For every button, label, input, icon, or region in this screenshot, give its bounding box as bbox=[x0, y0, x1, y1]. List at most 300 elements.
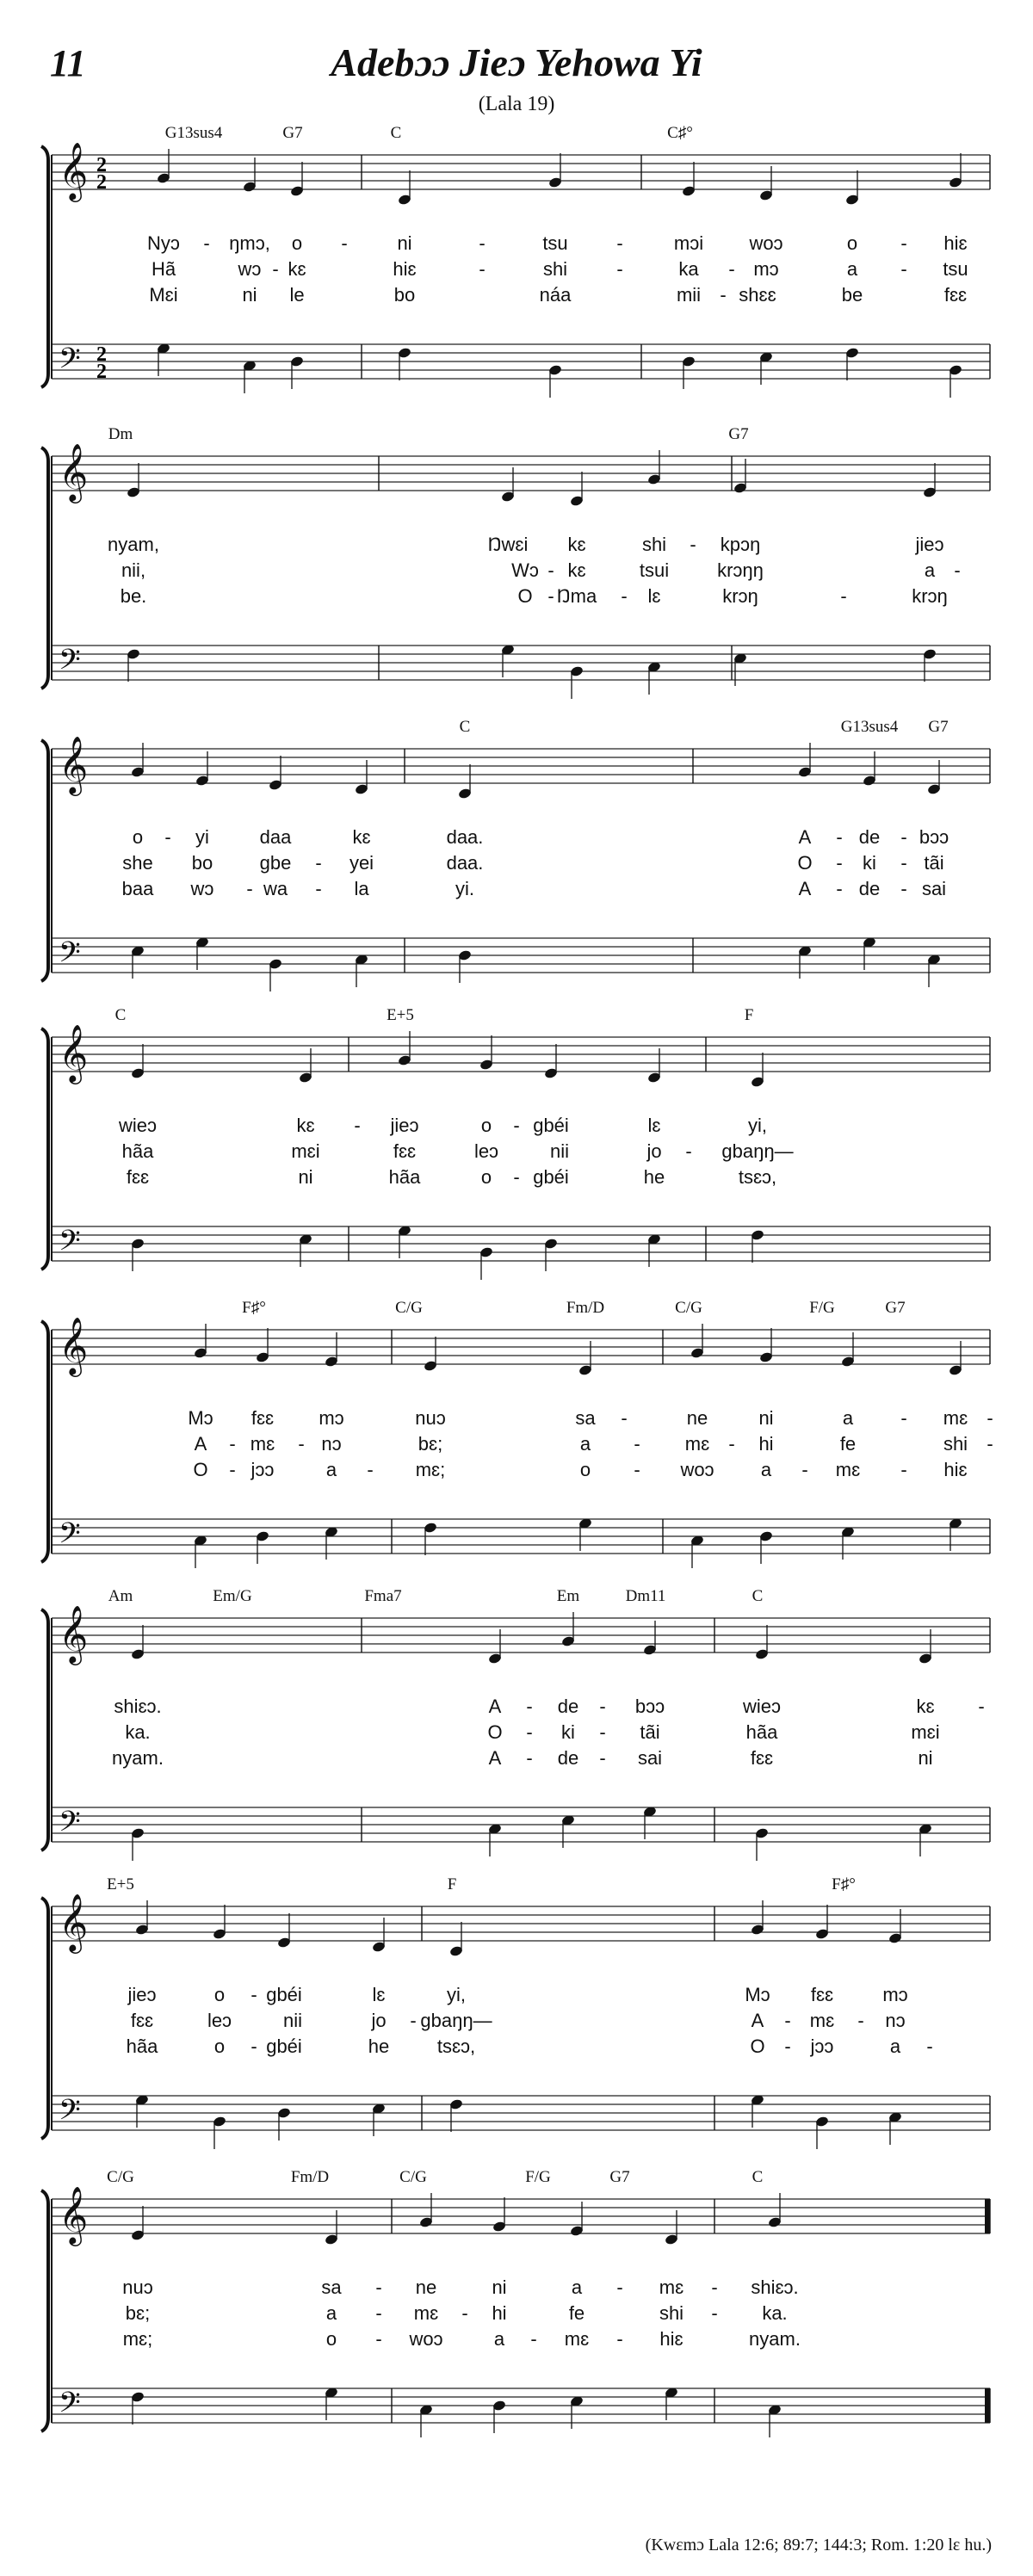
lyric-syllable: - bbox=[711, 2302, 718, 2324]
lyric-syllable: ni bbox=[492, 2276, 507, 2298]
lyric-syllable: hiɛ bbox=[943, 1459, 968, 1480]
lyric-syllable: nɔ bbox=[885, 2010, 906, 2031]
lyric-syllable: - bbox=[801, 1459, 808, 1480]
lyric-syllable: - bbox=[987, 1433, 993, 1455]
lyric-syllable: o bbox=[480, 1115, 492, 1136]
chord-symbol: Em bbox=[556, 1587, 580, 1605]
lyric-syllable: - bbox=[251, 2035, 257, 2057]
lyric-syllable: kɛ bbox=[296, 1115, 315, 1136]
lyric-syllable: - bbox=[599, 1747, 606, 1769]
lyric-syllable: mɛ bbox=[250, 1433, 275, 1455]
lyric-syllable: gbéi bbox=[266, 1984, 302, 2005]
lyric-syllable: nyam. bbox=[112, 1747, 164, 1769]
lyric-syllable: - bbox=[229, 1459, 236, 1480]
chord-symbol: G7 bbox=[928, 718, 949, 736]
lyric-syllable: - bbox=[621, 1407, 628, 1429]
lyric-syllable: - bbox=[526, 1696, 533, 1717]
lyric-syllable: a bbox=[493, 2328, 505, 2350]
bass-clef-icon: 𝄢 bbox=[59, 644, 81, 683]
lyric-syllable: fɛɛ bbox=[810, 1984, 834, 2005]
lyric-syllable: mɔ bbox=[882, 1984, 908, 2005]
lyric-syllable: nii, bbox=[121, 559, 146, 581]
treble-clef-icon: 𝄞 bbox=[59, 1893, 89, 1951]
lyric-syllable: lɛ bbox=[647, 1115, 661, 1136]
lyric-syllable: kɛ bbox=[352, 826, 371, 848]
chord-symbol: G7 bbox=[282, 124, 303, 142]
lyric-syllable: shi bbox=[943, 1433, 968, 1455]
lyric-syllable: yi, bbox=[447, 1984, 466, 2005]
lyric-syllable: - bbox=[900, 1459, 907, 1480]
lyric-syllable: - bbox=[978, 1696, 985, 1717]
system-brace bbox=[41, 1898, 48, 2139]
lyric-syllable: mɛ bbox=[413, 2302, 439, 2324]
lyric-syllable: fɛɛ bbox=[750, 1747, 774, 1769]
lyric-syllable: - bbox=[298, 1433, 305, 1455]
lyric-syllable: jieɔ bbox=[127, 1984, 157, 2005]
lyric-syllable: he bbox=[643, 1166, 665, 1188]
chord-symbol: Fm/D bbox=[566, 1299, 605, 1317]
chord-symbol: E+5 bbox=[107, 1875, 134, 1893]
treble-clef-icon: 𝄞 bbox=[59, 442, 89, 501]
lyric-syllable: - bbox=[728, 258, 735, 280]
lyric-syllable: A bbox=[194, 1433, 207, 1455]
lyric-syllable: kpɔŋ bbox=[720, 534, 761, 555]
lyric-syllable: daa bbox=[259, 826, 292, 848]
lyric-syllable: tãi bbox=[924, 852, 944, 874]
lyric-syllable: daa. bbox=[446, 852, 484, 874]
lyric-syllable: kɛ bbox=[567, 534, 586, 555]
lyric-syllable: nii bbox=[282, 2010, 303, 2031]
lyric-syllable: - bbox=[164, 826, 171, 848]
lyric-syllable: o bbox=[291, 232, 303, 254]
lyric-syllable: O bbox=[193, 1459, 208, 1480]
lyric-syllable: nii bbox=[549, 1140, 570, 1162]
lyric-syllable: shi bbox=[641, 534, 667, 555]
lyric-syllable: she bbox=[122, 852, 153, 874]
lyric-syllable: be. bbox=[120, 585, 147, 607]
chord-symbol: Dm bbox=[108, 425, 133, 443]
chord-symbol: Am bbox=[108, 1587, 133, 1605]
chord-symbol: G7 bbox=[609, 2168, 630, 2186]
lyric-syllable: bɔɔ bbox=[634, 1696, 665, 1717]
lyric-syllable: daa. bbox=[446, 826, 484, 848]
lyric-syllable: fe bbox=[568, 2302, 585, 2324]
lyric-syllable: mɛ bbox=[835, 1459, 861, 1480]
lyric-syllable: - bbox=[634, 1433, 640, 1455]
lyric-syllable: - bbox=[526, 1721, 533, 1743]
lyric-syllable: nyam. bbox=[749, 2328, 801, 2350]
lyric-syllable: - bbox=[954, 559, 961, 581]
lyric-syllable: - bbox=[616, 2276, 623, 2298]
lyric-syllable: O bbox=[487, 1721, 503, 1743]
lyric-syllable: woɔ bbox=[749, 232, 783, 254]
lyric-syllable: O bbox=[797, 852, 813, 874]
lyric-syllable: kɛ bbox=[567, 559, 586, 581]
lyric-syllable: - bbox=[857, 2010, 864, 2031]
lyric-syllable: he bbox=[368, 2035, 390, 2057]
lyric-syllable: a bbox=[889, 2035, 901, 2057]
lyric-syllable: shi bbox=[542, 258, 568, 280]
lyric-syllable: ka bbox=[678, 258, 699, 280]
lyric-syllable: - bbox=[690, 534, 696, 555]
lyric-syllable: baa bbox=[121, 878, 154, 899]
lyric-syllable: ki bbox=[863, 852, 876, 874]
lyric-syllable: bɛ; bbox=[125, 2302, 151, 2324]
lyric-syllable: mɛ bbox=[564, 2328, 590, 2350]
lyric-syllable: tãi bbox=[640, 1721, 660, 1743]
lyric-syllable: A bbox=[798, 878, 812, 899]
lyric-syllable: mɛ bbox=[809, 2010, 835, 2031]
lyric-syllable: tsɛɔ, bbox=[436, 2035, 476, 2057]
lyric-syllable: a bbox=[579, 1433, 591, 1455]
time-signature-top: 2 bbox=[96, 343, 107, 366]
lyric-syllable: Ŋwɛi bbox=[487, 534, 529, 555]
lyric-syllable: wɔ bbox=[190, 878, 214, 899]
lyric-syllable: ka. bbox=[762, 2302, 788, 2324]
lyric-syllable: - bbox=[203, 232, 210, 254]
bass-clef-icon: 𝄢 bbox=[59, 1225, 81, 1264]
lyric-syllable: kɛ bbox=[916, 1696, 935, 1717]
lyric-syllable: Mɔ bbox=[188, 1407, 213, 1429]
lyric-syllable: bɔɔ bbox=[919, 826, 949, 848]
lyric-syllable: tsu bbox=[943, 258, 968, 280]
lyric-syllable: - bbox=[599, 1696, 606, 1717]
time-signature-bottom: 2 bbox=[96, 171, 107, 194]
chord-symbol: F♯° bbox=[242, 1299, 266, 1317]
lyric-syllable: o bbox=[846, 232, 858, 254]
lyric-syllable: tsu bbox=[542, 232, 568, 254]
lyric-syllable: ni bbox=[397, 232, 412, 254]
lyric-syllable: - bbox=[251, 1984, 257, 2005]
lyric-syllable: leɔ bbox=[207, 2010, 232, 2031]
lyric-syllable: sai bbox=[637, 1747, 663, 1769]
lyric-syllable: fɛɛ bbox=[943, 284, 968, 306]
lyric-syllable: a bbox=[924, 559, 936, 581]
lyric-syllable: a bbox=[842, 1407, 854, 1429]
lyric-syllable: - bbox=[479, 232, 486, 254]
lyric-syllable: o bbox=[325, 2328, 337, 2350]
lyric-syllable: mɛi bbox=[911, 1721, 940, 1743]
lyric-syllable: - bbox=[513, 1166, 520, 1188]
lyric-syllable: a bbox=[325, 2302, 337, 2324]
lyric-syllable: náa bbox=[539, 284, 572, 306]
lyric-syllable: hiɛ bbox=[943, 232, 968, 254]
lyric-syllable: - bbox=[621, 585, 628, 607]
lyric-syllable: - bbox=[784, 2010, 791, 2031]
lyric-syllable: wieɔ bbox=[742, 1696, 782, 1717]
system-brace bbox=[41, 1609, 48, 1850]
chord-symbol: F♯° bbox=[832, 1875, 856, 1893]
lyric-syllable: - bbox=[836, 878, 843, 899]
lyric-syllable: - bbox=[836, 826, 843, 848]
lyric-syllable: leɔ bbox=[473, 1140, 499, 1162]
lyric-syllable: woɔ bbox=[409, 2328, 443, 2350]
lyric-syllable: - bbox=[599, 1721, 606, 1743]
lyric-syllable: mɛ bbox=[943, 1407, 968, 1429]
lyric-syllable: jɔɔ bbox=[251, 1459, 275, 1480]
lyric-syllable: - bbox=[900, 1407, 907, 1429]
lyric-syllable: yi. bbox=[455, 878, 474, 899]
lyric-syllable: - bbox=[530, 2328, 537, 2350]
lyric-syllable: la bbox=[354, 878, 369, 899]
chord-symbol: Dm11 bbox=[625, 1587, 666, 1605]
chord-symbol: C/G bbox=[107, 2168, 134, 2186]
time-signature-top: 2 bbox=[96, 154, 107, 176]
lyric-syllable: a bbox=[325, 1459, 337, 1480]
lyric-syllable: fɛɛ bbox=[251, 1407, 275, 1429]
lyric-syllable: Mɛi bbox=[149, 284, 178, 306]
lyric-syllable: - bbox=[354, 1115, 361, 1136]
lyric-syllable: - bbox=[479, 258, 486, 280]
lyric-syllable: o bbox=[579, 1459, 591, 1480]
lyric-syllable: - bbox=[711, 2276, 718, 2298]
lyric-syllable: - bbox=[272, 258, 279, 280]
lyric-syllable: ni bbox=[242, 284, 257, 306]
lyric-syllable: yi bbox=[195, 826, 209, 848]
lyric-syllable: sa bbox=[321, 2276, 342, 2298]
lyric-syllable: mii bbox=[676, 284, 702, 306]
lyric-syllable: shɛɛ bbox=[739, 284, 776, 306]
lyric-syllable: gbe bbox=[259, 852, 292, 874]
system-brace bbox=[41, 2190, 48, 2431]
lyric-syllable: O bbox=[517, 585, 533, 607]
lyric-syllable: yi, bbox=[748, 1115, 767, 1136]
lyric-syllable: shiɛɔ. bbox=[751, 2276, 799, 2298]
lyric-syllable: - bbox=[900, 232, 907, 254]
lyric-syllable: - bbox=[616, 258, 623, 280]
hymn-subtitle: (Lala 19) bbox=[478, 93, 555, 115]
lyric-syllable: yei bbox=[349, 852, 374, 874]
chord-symbol: G13sus4 bbox=[840, 718, 899, 736]
lyric-syllable: - bbox=[315, 852, 322, 874]
lyric-syllable: nyam, bbox=[108, 534, 159, 555]
lyric-syllable: ŋmɔ, bbox=[229, 232, 270, 254]
bass-clef-icon: 𝄢 bbox=[59, 2094, 81, 2134]
lyric-syllable: - bbox=[900, 826, 907, 848]
system-brace bbox=[41, 740, 48, 981]
lyric-syllable: tsui bbox=[639, 559, 670, 581]
lyric-syllable: mɛ; bbox=[415, 1459, 446, 1480]
lyric-syllable: a bbox=[846, 258, 858, 280]
lyric-syllable: krɔŋ bbox=[722, 585, 758, 607]
lyric-syllable: - bbox=[926, 2035, 933, 2057]
lyric-syllable: o bbox=[132, 826, 144, 848]
lyric-syllable: tsɛɔ, bbox=[738, 1166, 777, 1188]
lyric-syllable: - bbox=[229, 1433, 236, 1455]
chord-symbol: Fm/D bbox=[290, 2168, 330, 2186]
system-brace bbox=[41, 448, 48, 689]
chord-symbol: F/G bbox=[525, 2168, 551, 2186]
lyric-syllable: - bbox=[728, 1433, 735, 1455]
lyric-syllable: krɔŋŋ bbox=[717, 559, 764, 581]
lyric-syllable: - bbox=[547, 585, 554, 607]
lyric-syllable: - bbox=[900, 852, 907, 874]
lyric-syllable: nɔ bbox=[321, 1433, 342, 1455]
chord-symbol: C/G bbox=[395, 1299, 423, 1317]
chord-symbol: Em/G bbox=[213, 1587, 252, 1605]
lyric-syllable: ne bbox=[415, 2276, 437, 2298]
chord-symbol: G7 bbox=[728, 425, 749, 443]
lyric-syllable: Ŋma bbox=[556, 585, 597, 607]
lyric-syllable: - bbox=[341, 232, 348, 254]
chord-symbol: C bbox=[752, 2168, 764, 2186]
lyric-syllable: Hã bbox=[151, 258, 176, 280]
lyric-syllable: - bbox=[461, 2302, 468, 2324]
hymn-number: 11 bbox=[50, 42, 86, 84]
chord-symbol: F/G bbox=[809, 1299, 835, 1317]
lyric-syllable: gbaŋŋ— bbox=[721, 1140, 794, 1162]
lyric-syllable: de bbox=[858, 826, 881, 848]
lyric-syllable: gbéi bbox=[533, 1115, 569, 1136]
lyric-syllable: lɛ bbox=[372, 1984, 386, 2005]
system-brace bbox=[41, 1321, 48, 1562]
lyric-syllable: de bbox=[858, 878, 881, 899]
lyric-syllable: mɛi bbox=[291, 1140, 320, 1162]
lyric-syllable: gbaŋŋ— bbox=[420, 2010, 492, 2031]
lyric-syllable: ni bbox=[298, 1166, 313, 1188]
lyric-syllable: - bbox=[375, 2302, 382, 2324]
lyric-syllable: Mɔ bbox=[745, 1984, 770, 2005]
final-barline bbox=[985, 2388, 990, 2423]
chord-symbol: F bbox=[744, 1006, 754, 1024]
lyric-syllable: a bbox=[760, 1459, 772, 1480]
treble-clef-icon: 𝄞 bbox=[59, 1023, 89, 1082]
lyric-syllable: jieɔ bbox=[390, 1115, 419, 1136]
lyric-syllable: hi bbox=[758, 1433, 774, 1455]
chord-symbol: G13sus4 bbox=[164, 124, 223, 142]
lyric-syllable: be bbox=[841, 284, 863, 306]
lyric-syllable: hiɛ bbox=[393, 258, 417, 280]
lyric-syllable: mɔi bbox=[673, 232, 704, 254]
lyric-syllable: - bbox=[375, 2276, 382, 2298]
chord-symbol: Fma7 bbox=[364, 1587, 402, 1605]
lyric-syllable: ni bbox=[758, 1407, 774, 1429]
lyric-syllable: mɛ; bbox=[122, 2328, 153, 2350]
lyric-syllable: lɛ bbox=[647, 585, 661, 607]
lyric-syllable: hãa bbox=[388, 1166, 421, 1188]
chord-symbol: G7 bbox=[885, 1299, 906, 1317]
lyric-syllable: - bbox=[513, 1115, 520, 1136]
lyric-syllable: kɛ bbox=[288, 258, 306, 280]
lyric-syllable: le bbox=[289, 284, 305, 306]
lyric-syllable: hãa bbox=[121, 1140, 154, 1162]
lyric-syllable: Wɔ bbox=[511, 559, 539, 581]
lyric-syllable: jo bbox=[371, 2010, 387, 2031]
lyric-syllable: - bbox=[526, 1747, 533, 1769]
lyric-syllable: bɛ; bbox=[418, 1433, 443, 1455]
lyric-syllable: sa bbox=[575, 1407, 596, 1429]
lyric-syllable: - bbox=[900, 258, 907, 280]
lyric-syllable: - bbox=[375, 2328, 382, 2350]
system-brace bbox=[41, 1029, 48, 1269]
lyric-syllable: ka. bbox=[125, 1721, 151, 1743]
lyric-syllable: hi bbox=[492, 2302, 507, 2324]
lyric-syllable: de bbox=[557, 1747, 579, 1769]
lyric-syllable: wɔ bbox=[238, 258, 262, 280]
lyric-syllable: hãa bbox=[745, 1721, 778, 1743]
lyric-syllable: gbéi bbox=[533, 1166, 569, 1188]
chord-symbol: C♯° bbox=[667, 124, 693, 142]
lyric-syllable: - bbox=[246, 878, 253, 899]
treble-clef-icon: 𝄞 bbox=[59, 2185, 89, 2244]
chord-symbol: C/G bbox=[675, 1299, 702, 1317]
chord-symbol: C bbox=[459, 718, 471, 736]
lyric-syllable: bo bbox=[191, 852, 213, 874]
lyric-syllable: Nyɔ bbox=[147, 232, 180, 254]
lyric-syllable: ne bbox=[686, 1407, 708, 1429]
lyric-syllable: jo bbox=[646, 1140, 662, 1162]
treble-clef-icon: 𝄞 bbox=[59, 735, 89, 794]
treble-clef-icon: 𝄞 bbox=[59, 141, 89, 200]
lyric-syllable: shiɛɔ. bbox=[114, 1696, 162, 1717]
lyric-syllable: de bbox=[557, 1696, 579, 1717]
lyric-syllable: - bbox=[784, 2035, 791, 2057]
chord-symbol: C bbox=[752, 1587, 764, 1605]
scripture-reference: (Kwɛmɔ Lala 12:6; 89:7; 144:3; Rom. 1:20 lɛ hu.) bbox=[645, 2536, 992, 2554]
chord-symbol: C bbox=[114, 1006, 127, 1024]
bass-clef-icon: 𝄢 bbox=[59, 2387, 81, 2426]
lyric-syllable: - bbox=[836, 852, 843, 874]
lyric-syllable: nuɔ bbox=[122, 2276, 153, 2298]
lyric-syllable: o bbox=[213, 1984, 226, 2005]
lyric-syllable: mɔ bbox=[753, 258, 779, 280]
lyric-syllable: - bbox=[616, 232, 623, 254]
lyric-syllable: gbéi bbox=[266, 2035, 302, 2057]
lyric-syllable: O bbox=[750, 2035, 765, 2057]
lyric-syllable: krɔŋ bbox=[912, 585, 948, 607]
chord-symbol: C/G bbox=[399, 2168, 427, 2186]
lyric-syllable: mɔ bbox=[319, 1407, 344, 1429]
lyric-syllable: - bbox=[900, 878, 907, 899]
lyric-syllable: A bbox=[488, 1747, 502, 1769]
lyric-syllable: ni bbox=[918, 1747, 933, 1769]
lyric-syllable: nuɔ bbox=[415, 1407, 446, 1429]
lyric-syllable: - bbox=[410, 2010, 417, 2031]
lyric-syllable: - bbox=[634, 1459, 640, 1480]
lyric-syllable: - bbox=[616, 2328, 623, 2350]
lyric-syllable: fɛɛ bbox=[130, 2010, 154, 2031]
lyric-syllable: - bbox=[547, 559, 554, 581]
lyric-syllable: wa bbox=[263, 878, 288, 899]
lyric-syllable: - bbox=[987, 1407, 993, 1429]
lyric-syllable: hiɛ bbox=[659, 2328, 684, 2350]
lyric-syllable: - bbox=[840, 585, 847, 607]
lyric-syllable: fɛɛ bbox=[393, 1140, 417, 1162]
treble-clef-icon: 𝄞 bbox=[59, 1604, 89, 1663]
lyric-syllable: - bbox=[685, 1140, 692, 1162]
lyric-syllable: - bbox=[315, 878, 322, 899]
lyric-syllable: A bbox=[488, 1696, 502, 1717]
lyric-syllable: fe bbox=[839, 1433, 857, 1455]
lyric-syllable: shi bbox=[659, 2302, 684, 2324]
lyric-syllable: - bbox=[367, 1459, 374, 1480]
chord-symbol: E+5 bbox=[387, 1006, 414, 1024]
lyric-syllable: fɛɛ bbox=[126, 1166, 150, 1188]
lyric-syllable: wieɔ bbox=[118, 1115, 158, 1136]
lyric-syllable: woɔ bbox=[680, 1459, 714, 1480]
lyric-syllable: ki bbox=[561, 1721, 575, 1743]
bass-clef-icon: 𝄢 bbox=[59, 1517, 81, 1557]
lyric-syllable: A bbox=[798, 826, 812, 848]
lyric-syllable: o bbox=[213, 2035, 226, 2057]
bass-clef-icon: 𝄢 bbox=[59, 1806, 81, 1845]
bass-clef-icon: 𝄢 bbox=[59, 936, 81, 976]
lyric-syllable: A bbox=[751, 2010, 764, 2031]
chord-symbol: F bbox=[447, 1875, 457, 1893]
lyric-syllable: sai bbox=[921, 878, 947, 899]
lyric-syllable: hãa bbox=[126, 2035, 158, 2057]
lyric-syllable: bo bbox=[393, 284, 416, 306]
